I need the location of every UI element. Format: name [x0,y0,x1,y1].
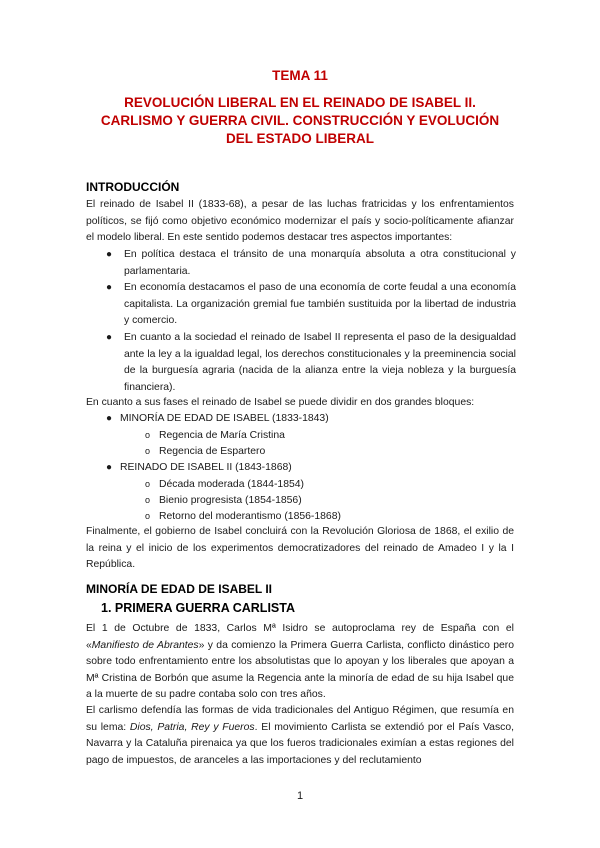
bullet-icon: ● [106,462,113,473]
title-line: REVOLUCIÓN LIBERAL EN EL REINADO DE ISABEL II. [124,95,476,110]
document-title [90,94,510,148]
intro-paragraph: El reinado de Isabel II (1833-68), a pesar de las luchas fratricidas y los enfrentamientos políticos, se fijó como objetivo económico modernizar el país y socio-políticamente afianzar el modelo liberal. En este sentido podemos destacar tres aspectos importantes: [86,199,514,243]
circle-bullet-icon: o [145,446,151,456]
bullet-icon: ● [106,332,113,343]
sub-item [145,476,304,494]
text-run: El 1 de Octubre de 1833, Carlos Mª Isidro se autoproclama rey de España con el « [86,623,514,651]
intro-heading: INTRODUCCIÓN [86,180,180,194]
carlist-motto: Dios, Patria, Rey y Fueros [129,721,255,733]
sub-item-text: Década moderada (1844-1854) [159,479,304,490]
manifesto-title: Manifiesto de Abrantes [91,639,199,651]
sub-item [145,427,285,445]
text-run: . El movimiento Carlista se extendió por el País Vasco, Navarra y la Cataluña pirenaica ya que los fueros tradicionales eximían a estas regiones del pago de impuestos, de aranceles a las importaciones y del reclutamiento [86,721,515,766]
circle-bullet-icon: o [145,430,151,440]
sub-item [145,508,341,526]
phase-label: REINADO DE ISABEL II (1843-1868) [120,462,292,473]
carlism-paragraph [86,703,514,769]
phase-label: MINORÍA DE EDAD DE ISABEL (1833-1843) [120,413,329,424]
page-number: 1 [296,790,304,802]
sub-item [145,492,302,510]
circle-bullet-icon: o [145,511,151,521]
text-run: » y da comienzo la Primera Guerra Carlista, conflicto dinástico pero sobre todo enfrentamiento entre los absolutistas que lo apoyan y los liberales que apoyan a Mª Cristina de Borbón que asume la Regencia ante la minoría de edad de su hija Isabel que a la muerte de su padre contaba solo con tres años. [86,639,514,700]
topic-number: TEMA 11 [272,68,328,83]
section-heading: MINORÍA DE EDAD DE ISABEL II [86,582,273,596]
bullet-icon: ● [106,413,113,424]
sub-item-text: Regencia de Espartero [159,446,266,457]
phase-item [106,460,292,477]
list-item-text: En economía destacamos el paso de una economía de corte feudal a una economía capitalista. La organización gremial fue también sustituida por la libertad de industria y comercio. [124,282,516,326]
carlist-war-paragraph [86,621,514,704]
sub-item [145,443,265,461]
circle-bullet-icon: o [145,495,151,505]
list-item-text: En cuanto a la sociedad el reinado de Isabel II representa el paso de la desigualdad ante la ley a la igualdad legal, los derechos constitucionales y la preeminencia social de la burguesía agraria (nacida de la alianza entre la vieja nobleza y la burguesía financiera). [124,332,516,393]
text-run: El carlismo defendía las formas de vida tradicionales del Antiguo Régimen, que resumía en su lema: [86,705,514,733]
bullet-icon: ● [106,282,113,293]
list-item [106,280,516,326]
list-item-text: En política destaca el tránsito de una monarquía absoluta a otra constitucional y parlamentaria. [124,249,516,277]
phases-intro: En cuanto a sus fases el reinado de Isabel se puede dividir en dos grandes bloques: [86,397,475,408]
title-line: DEL ESTADO LIBERAL [225,131,374,146]
subsection-heading: 1. PRIMERA GUERRA CARLISTA [101,601,295,615]
title-line: CARLISMO Y GUERRA CIVIL. CONSTRUCCIÓN Y EVOLUCIÓN [100,113,500,128]
bullet-icon: ● [106,249,113,260]
phase-item [106,411,329,428]
list-item [106,330,516,393]
list-item [106,247,516,277]
sub-item-text: Regencia de María Cristina [159,430,285,441]
sub-item-text: Retorno del moderantismo (1856-1868) [159,511,341,522]
sub-item-text: Bienio progresista (1854-1856) [159,495,302,506]
closing-paragraph: Finalmente, el gobierno de Isabel concluirá con la Revolución Gloriosa de 1868, el exilio de la reina y el inicio de los experimentos democratizadores del reinado de Amadeo I y la I República. [86,526,514,570]
circle-bullet-icon: o [145,479,151,489]
